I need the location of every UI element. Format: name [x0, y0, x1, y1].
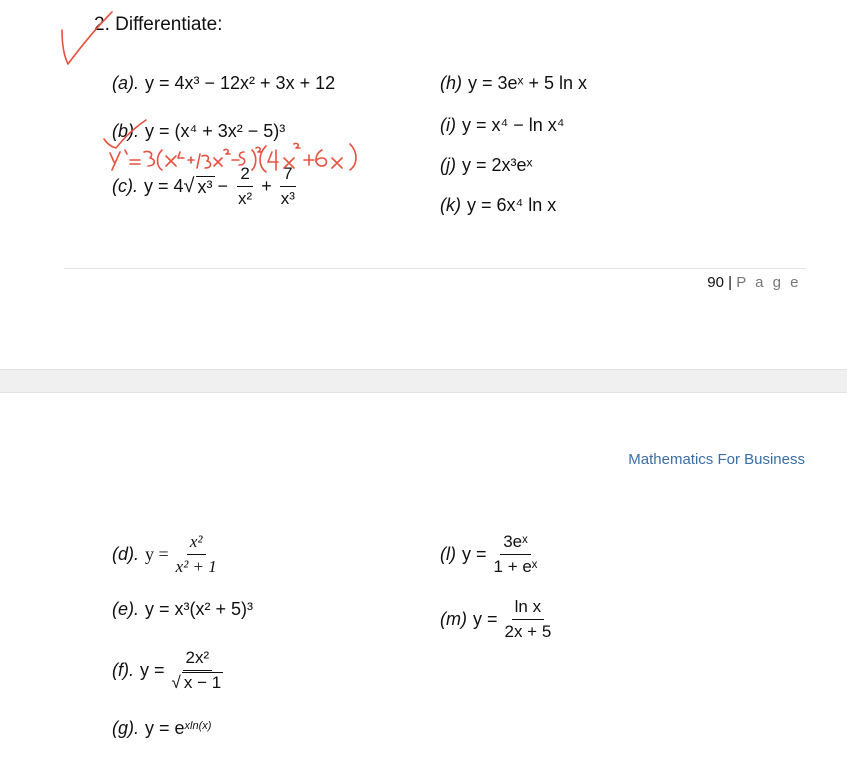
expression-lhs: y = [140, 660, 165, 680]
problem-g [112, 718, 211, 739]
problem-label: (k) [440, 195, 461, 215]
problem-label: (a). [112, 73, 139, 93]
fraction [173, 532, 220, 577]
problem-m [440, 597, 558, 642]
denominator: 2x + 5 [504, 622, 552, 641]
problem-expression: y = 3eˣ + 5 ln x [468, 73, 587, 93]
problem-label: (m) [440, 609, 467, 629]
minus-sign: − [217, 176, 229, 196]
problem-l [440, 532, 544, 577]
problem-a [112, 73, 335, 94]
problem-h [440, 73, 587, 94]
expression-lhs: y = [145, 544, 169, 564]
problem-expression: y = 4x³ − 12x² + 3x + 12 [145, 73, 336, 93]
problem-i [440, 115, 565, 136]
expression-lhs: y = [472, 609, 498, 629]
denominator: x² + 1 [175, 557, 217, 576]
numerator: ln x [512, 597, 544, 620]
problem-label: (j) [440, 155, 456, 175]
problem-label: (i) [440, 115, 456, 135]
problem-k [440, 195, 556, 216]
problem-d [112, 532, 224, 577]
plus-sign: + [261, 176, 272, 196]
radicand: x − 1 [183, 673, 222, 692]
problem-e [112, 599, 253, 620]
fraction [169, 648, 227, 693]
numerator: 7 [280, 164, 295, 187]
problem-expression: y = x³(x² + 5)³ [145, 599, 254, 619]
footer-divider [64, 268, 806, 269]
problem-expression: y = (x⁴ + 3x² − 5)³ [145, 121, 286, 141]
question-heading [94, 14, 223, 36]
denominator: 1 + eˣ [493, 557, 538, 576]
radical-sign: √ [183, 175, 195, 197]
numerator: x² [187, 532, 206, 555]
problem-j [440, 155, 532, 176]
radical-sign: √ [171, 673, 181, 692]
problem-expression: y = 6x⁴ ln x [467, 195, 557, 215]
numerator: 2x² [183, 648, 213, 671]
question-title: Differentiate: [115, 14, 223, 35]
fraction [278, 164, 298, 209]
problem-label: (c). [112, 176, 138, 196]
page-separator: | [728, 274, 733, 291]
problem-label: (g). [112, 718, 139, 738]
problem-label: (h) [440, 73, 462, 93]
page-word: P a g e [736, 274, 801, 291]
radicand: x³ [197, 176, 213, 197]
exponent: xln(x) [184, 719, 212, 732]
problem-label: (l) [440, 544, 456, 564]
question-number: 2. [94, 14, 110, 35]
page-footer [707, 274, 801, 291]
denominator: x³ [280, 189, 295, 208]
problem-f [112, 648, 230, 693]
fraction [502, 597, 555, 642]
denominator: x² [238, 189, 253, 208]
page-number: 90 [707, 274, 724, 291]
fraction [235, 164, 255, 209]
problem-c [112, 164, 302, 209]
problem-expression: y = 2x³eˣ [462, 155, 533, 175]
problem-label: (b). [112, 121, 139, 141]
numerator: 3eˣ [500, 532, 531, 555]
expression-lhs: y = e [145, 718, 185, 738]
numerator: 2 [237, 164, 252, 187]
problem-label: (d). [112, 544, 139, 564]
problem-label: (e). [112, 599, 139, 619]
expression-lead: y = 4 [144, 176, 184, 196]
problem-expression: y = x⁴ − ln x⁴ [462, 115, 565, 135]
expression-lhs: y = [462, 544, 487, 564]
fraction [491, 532, 541, 577]
problem-b [112, 121, 285, 142]
page-break [0, 369, 847, 393]
denominator [169, 671, 227, 693]
running-header: Mathematics For Business [628, 451, 805, 468]
problem-label: (f). [112, 660, 134, 680]
